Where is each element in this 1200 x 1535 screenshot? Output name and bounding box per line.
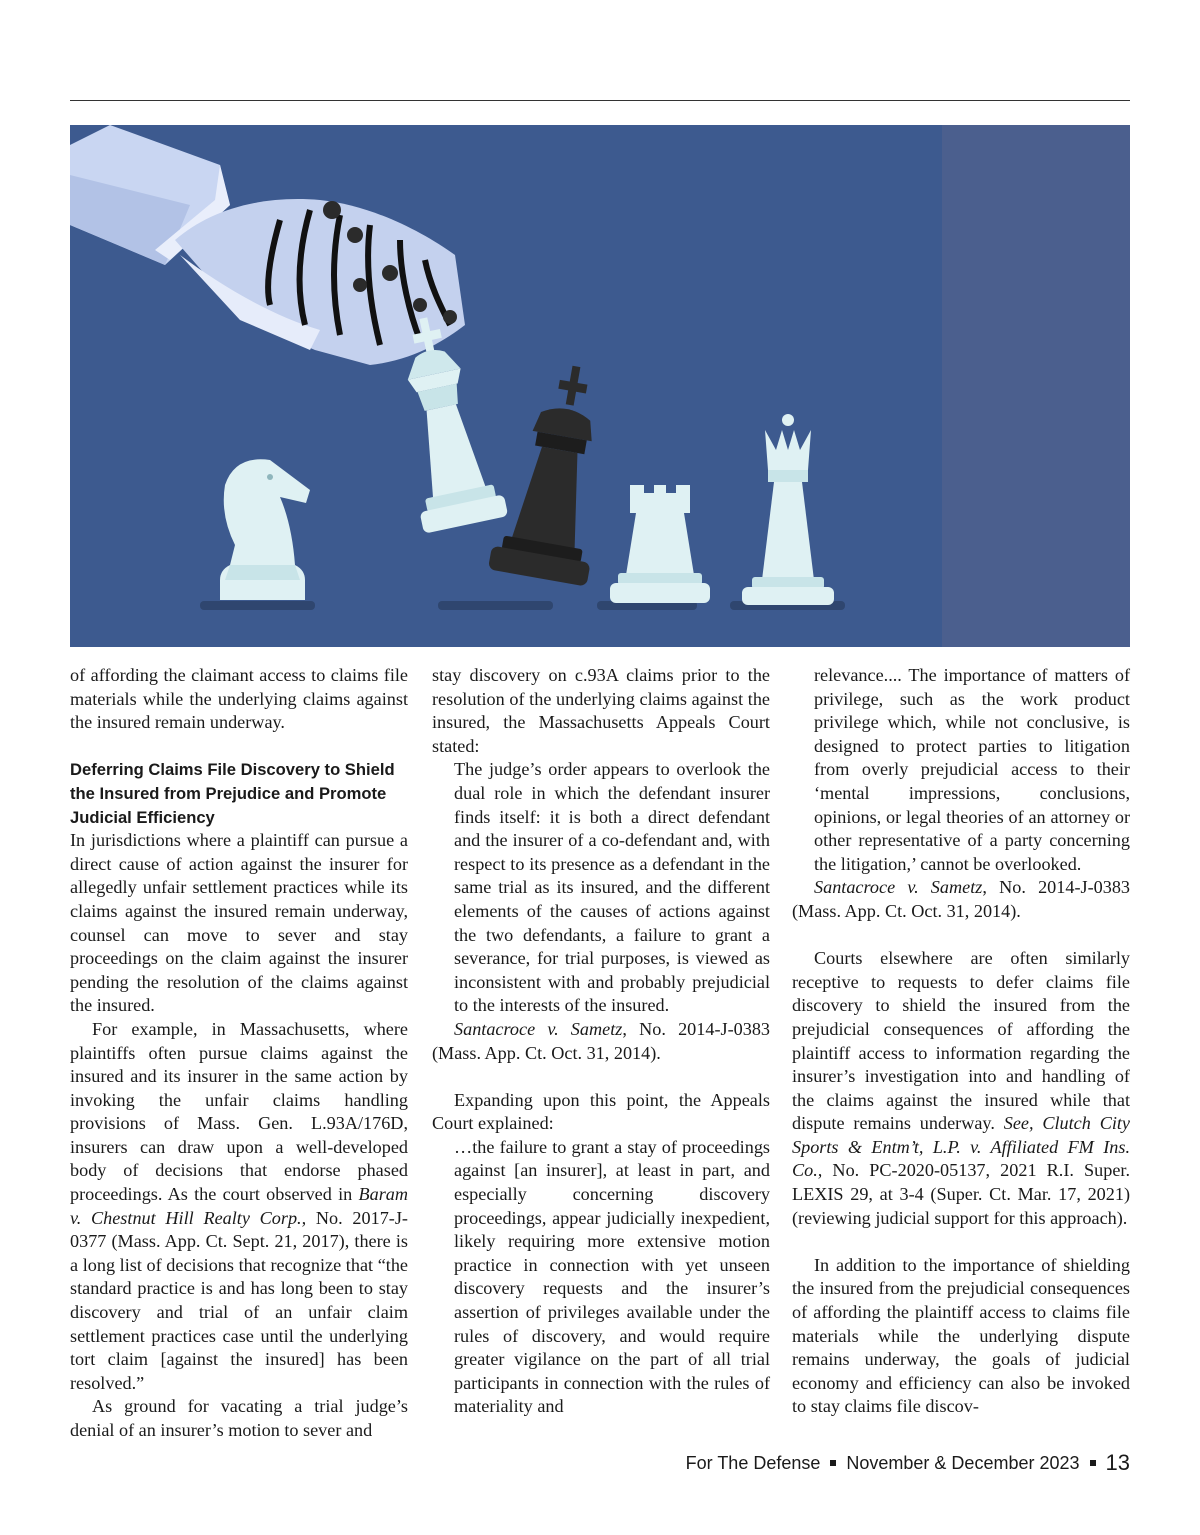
case-name: Santacroce v. Sametz [814,877,983,898]
block-quote: …the failure to grant a stay of proceedings against [an insurer], at least in part, and especially concerning discovery proceedings, appear judicially inexpedient, likely requiring more extensive motion practice in connection with yet unseen discovery requests and the insurer’s assertion of privileges available under the rules of discovery, and would require greater vigilance on the part of all trial participants in connection with the rules of materiality and [454,1136,770,1417]
paragraph: stay discovery on c.93A claims prior to the resolution of the underlying claims against the insured, the Massachusetts Appeals Court stated: [432,665,770,756]
citation: Santacroce v. Sametz, No. 2014-J-0383 (Mass. App. Ct. Oct. 31, 2014). [432,1018,771,1063]
text-column-2 [432,664,770,1419]
paragraph: In addition to the importance of shielding the insured from the prejudicial consequences of affording the plaintiff access to claims file materials while the underlying dispute remains underway, the goals of judicial economy and efficiency can also be invoked to stay claims file discov- [792,1254,1130,1417]
robot-hand-moving-chess-king-illustration [70,125,1130,647]
block-quote: relevance.... The importance of matters of privilege, such as the work product privilege which, while not conclusive, is designed to protect parties to litigation from overly prejudicial access to their ‘mental impressions, conclusions, opinions, or legal theories of an attorney or other representative of a party concerning the litigation,’ cannot be overlooked. [814,665,1130,874]
case-name: Baram v. Chestnut Hill Realty Corp., [70,1184,408,1228]
paragraph: For example, in Massachusetts, where plaintiffs often pursue claims against the insured and its insurer in the same action by invoking the unfair claims handling provisions of Mass. Gen. L.93A/176D, insurers can draw upon a well-developed body of decisions that endorse phased proceedings. As the court observed in Baram v. Chestnut Hill Realty Corp., No. 2017-J-0377 (Mass. App. Ct. Sept. 21, 2017), there is a long list of decisions that recognize that “the standard practice is and has long been to stay discovery and trial of an unfair claim settlement practices case until the underlying tort claim [against the insured] has been resolved.” [70,1018,408,1393]
issue-date: November & December 2023 [846,1452,1080,1473]
block-quote: The judge’s order appears to overlook the dual role in which the defendant insurer finds itself: it is both a direct defendant and the insurer of a co-defendant and, with respect to its presence as a defendant in the same trial as its insured, and the different elements of the causes of actions against the two defendants, a failure to grant a severance, for trial purposes, is viewed as inconsistent with and probably prejudicial to the interests of the insured. [454,759,770,1016]
header-rule [70,100,1130,101]
case-name: See, Clutch City Sports & Entm’t, L.P. v. Affiliated FM Ins. Co., [792,1113,1130,1181]
paragraph: As ground for vacating a trial judge’s denial of an insurer’s motion to sever and [70,1396,408,1440]
section-heading: Deferring Claims File Discovery to Shield the Insured from Prejudice and Promote Judicial Efficiency [70,760,395,827]
bullet-square-icon [1090,1460,1096,1466]
page-footer [686,1450,1130,1476]
paragraph: Courts elsewhere are often similarly receptive to requests to defer claims file discovery to shield the insured from the prejudicial consequences of affording the plaintiff access to information regarding the insurer’s investigation into and handling of the claims against the insured while that dispute remains underway. See, Clutch City Sports & Entm’t, L.P. v. Affiliated FM Ins. Co., No. PC-2020-05137, 2021 R.I. Super. LEXIS 29, at 3-4 (Super. Ct. Mar. 17, 2021) (reviewing judicial support for this approach). [792,948,1130,1228]
paragraph: In jurisdictions where a plaintiff can pursue a direct cause of action against the insurer for allegedly unfair settlement practices while its claims against the insured remain underway, counsel can move to sever and stay proceedings on the claim against the insurer pending the resolution of the claims against the insured. [70,830,408,1016]
citation: Santacroce v. Sametz, No. 2014-J-0383 (Mass. App. Ct. Oct. 31, 2014). [792,877,1131,921]
page-number: 13 [1105,1450,1130,1475]
case-name: Santacroce v. Sametz [454,1018,623,1039]
paragraph: Expanding upon this point, the Appeals Court explained: [432,1089,770,1134]
paragraph: of affording the claimant access to claims file materials while the underlying claims against the insured remain underway. [70,665,408,733]
text-column-3 [792,664,1130,1419]
text-column-1 [70,664,408,1443]
publication-name: For The Defense [685,1452,821,1473]
chess-illustration [70,125,1130,647]
bullet-square-icon [830,1460,836,1466]
